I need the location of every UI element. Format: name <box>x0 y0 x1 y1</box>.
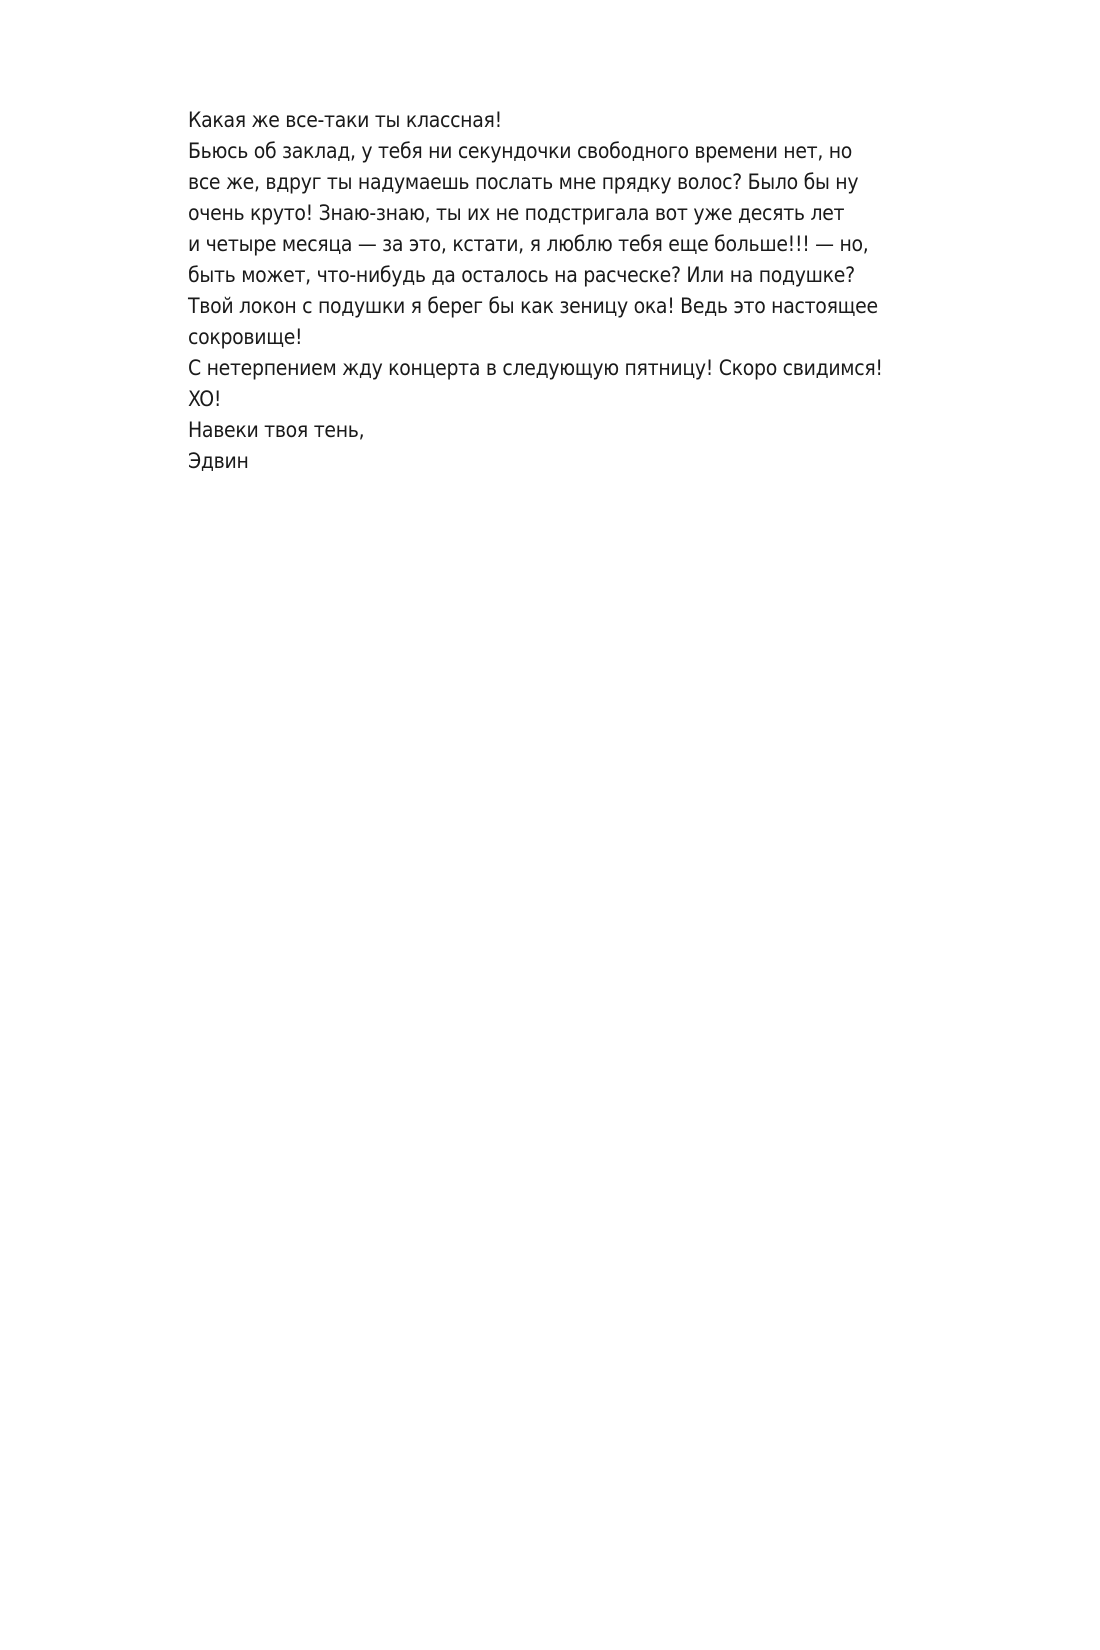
letter-line: очень круто! Знаю-знаю, ты их не подстригала вот уже десять лет <box>188 201 845 225</box>
letter-line: и четыре месяца — за это, кстати, я люблю тебя еще больше!!! — но, <box>188 232 869 256</box>
letter-line: Твой локон с подушки я берег бы как зеницу ока! Ведь это настоящее <box>188 294 878 318</box>
letter-line: все же, вдруг ты надумаешь послать мне прядку волос? Было бы ну <box>188 170 859 194</box>
letter-closing: Навеки твоя тень, <box>188 418 365 442</box>
letter-body <box>188 105 968 477</box>
letter-line: сокровище! <box>188 325 303 349</box>
letter-line: Бьюсь об заклад, у тебя ни секундочки свободного времени нет, но <box>188 139 853 163</box>
letter-line: быть может, что-нибудь да осталось на расческе? Или на подушке? <box>188 263 855 287</box>
letter-line-hugs: XO! <box>188 387 222 411</box>
letter-line-greeting: Какая же все-таки ты классная! <box>188 108 502 132</box>
letter-line: С нетерпением жду концерта в следующую пятницу! Скоро свидимся! <box>188 356 883 380</box>
letter-signature: Эдвин <box>188 449 249 473</box>
